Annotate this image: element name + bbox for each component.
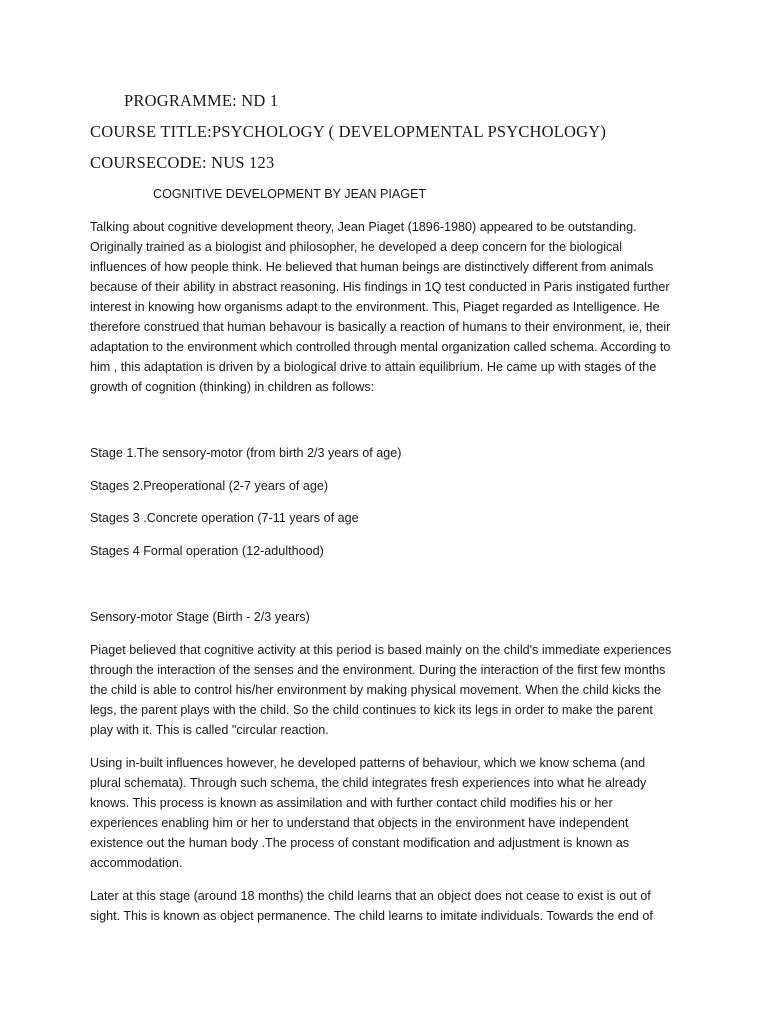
- stage-item: Stages 4 Formal operation (12-adulthood): [90, 544, 324, 558]
- programme-line: PROGRAMME: ND 1: [124, 91, 279, 110]
- stage-item: Stages 3 .Concrete operation (7-11 years of age: [90, 511, 359, 525]
- section-title: COGNITIVE DEVELOPMENT BY JEAN PIAGET: [153, 187, 427, 201]
- sensory-motor-heading: Sensory-motor Stage (Birth - 2/3 years): [90, 610, 310, 624]
- stage-item: Stage 1.The sensory-motor (from birth 2/3 years of age): [90, 446, 402, 460]
- body-paragraph: Piaget believed that cognitive activity at this period is based mainly on the child's immediate experiences through the interaction of the senses and the environment. During the interaction of the first few months the child is able to control his/her environment by making physical movement. When the child kicks the legs, the parent plays with the child. So the child continues to kick its legs in order to make the parent play with it. This is called "circular reaction.: [90, 643, 672, 737]
- body-paragraph: Later at this stage (around 18 months) the child learns that an object does not cease to exist is out of sight. This is known as object permanence. The child learns to imitate individuals. Towards the end of: [90, 889, 653, 923]
- intro-paragraph: Talking about cognitive development theory, Jean Piaget (1896-1980) appeared to be outstanding. Originally trained as a biologist and philosopher, he developed a deep concern for the biological influences of how people think. He believed that human beings are distinctively different from animals because of their ability in abstract reasoning. His findings in 1Q test conducted in Paris instigated further interest in knowing how organisms adapt to the environment. This, Piaget regarded as Intelligence. He therefore construed that human behavour is basically a reaction of humans to their environment, ie, their adaptation to the environment which controlled through mental organization called schema. According to him , this adaptation is driven by a biological drive to attain equilibrium. He came up with stages of the growth of cognition (thinking) in children as follows:: [90, 220, 671, 394]
- course-title-line: COURSE TITLE:PSYCHOLOGY ( DEVELOPMENTAL PSYCHOLOGY): [90, 122, 607, 141]
- body-paragraph: Using in-built influences however, he developed patterns of behaviour, which we know schema (and plural schemata). Through such schema, the child integrates fresh experiences into what he already knows. This process is known as assimilation and with further contact child modifies his or her experiences enabling him or her to understand that objects in the environment have independent existence out the human body .The process of constant modification and adjustment is known as accommodation.: [90, 756, 647, 870]
- course-code-line: COURSECODE: NUS 123: [90, 153, 275, 172]
- stage-item: Stages 2.Preoperational (2-7 years of age): [90, 479, 329, 493]
